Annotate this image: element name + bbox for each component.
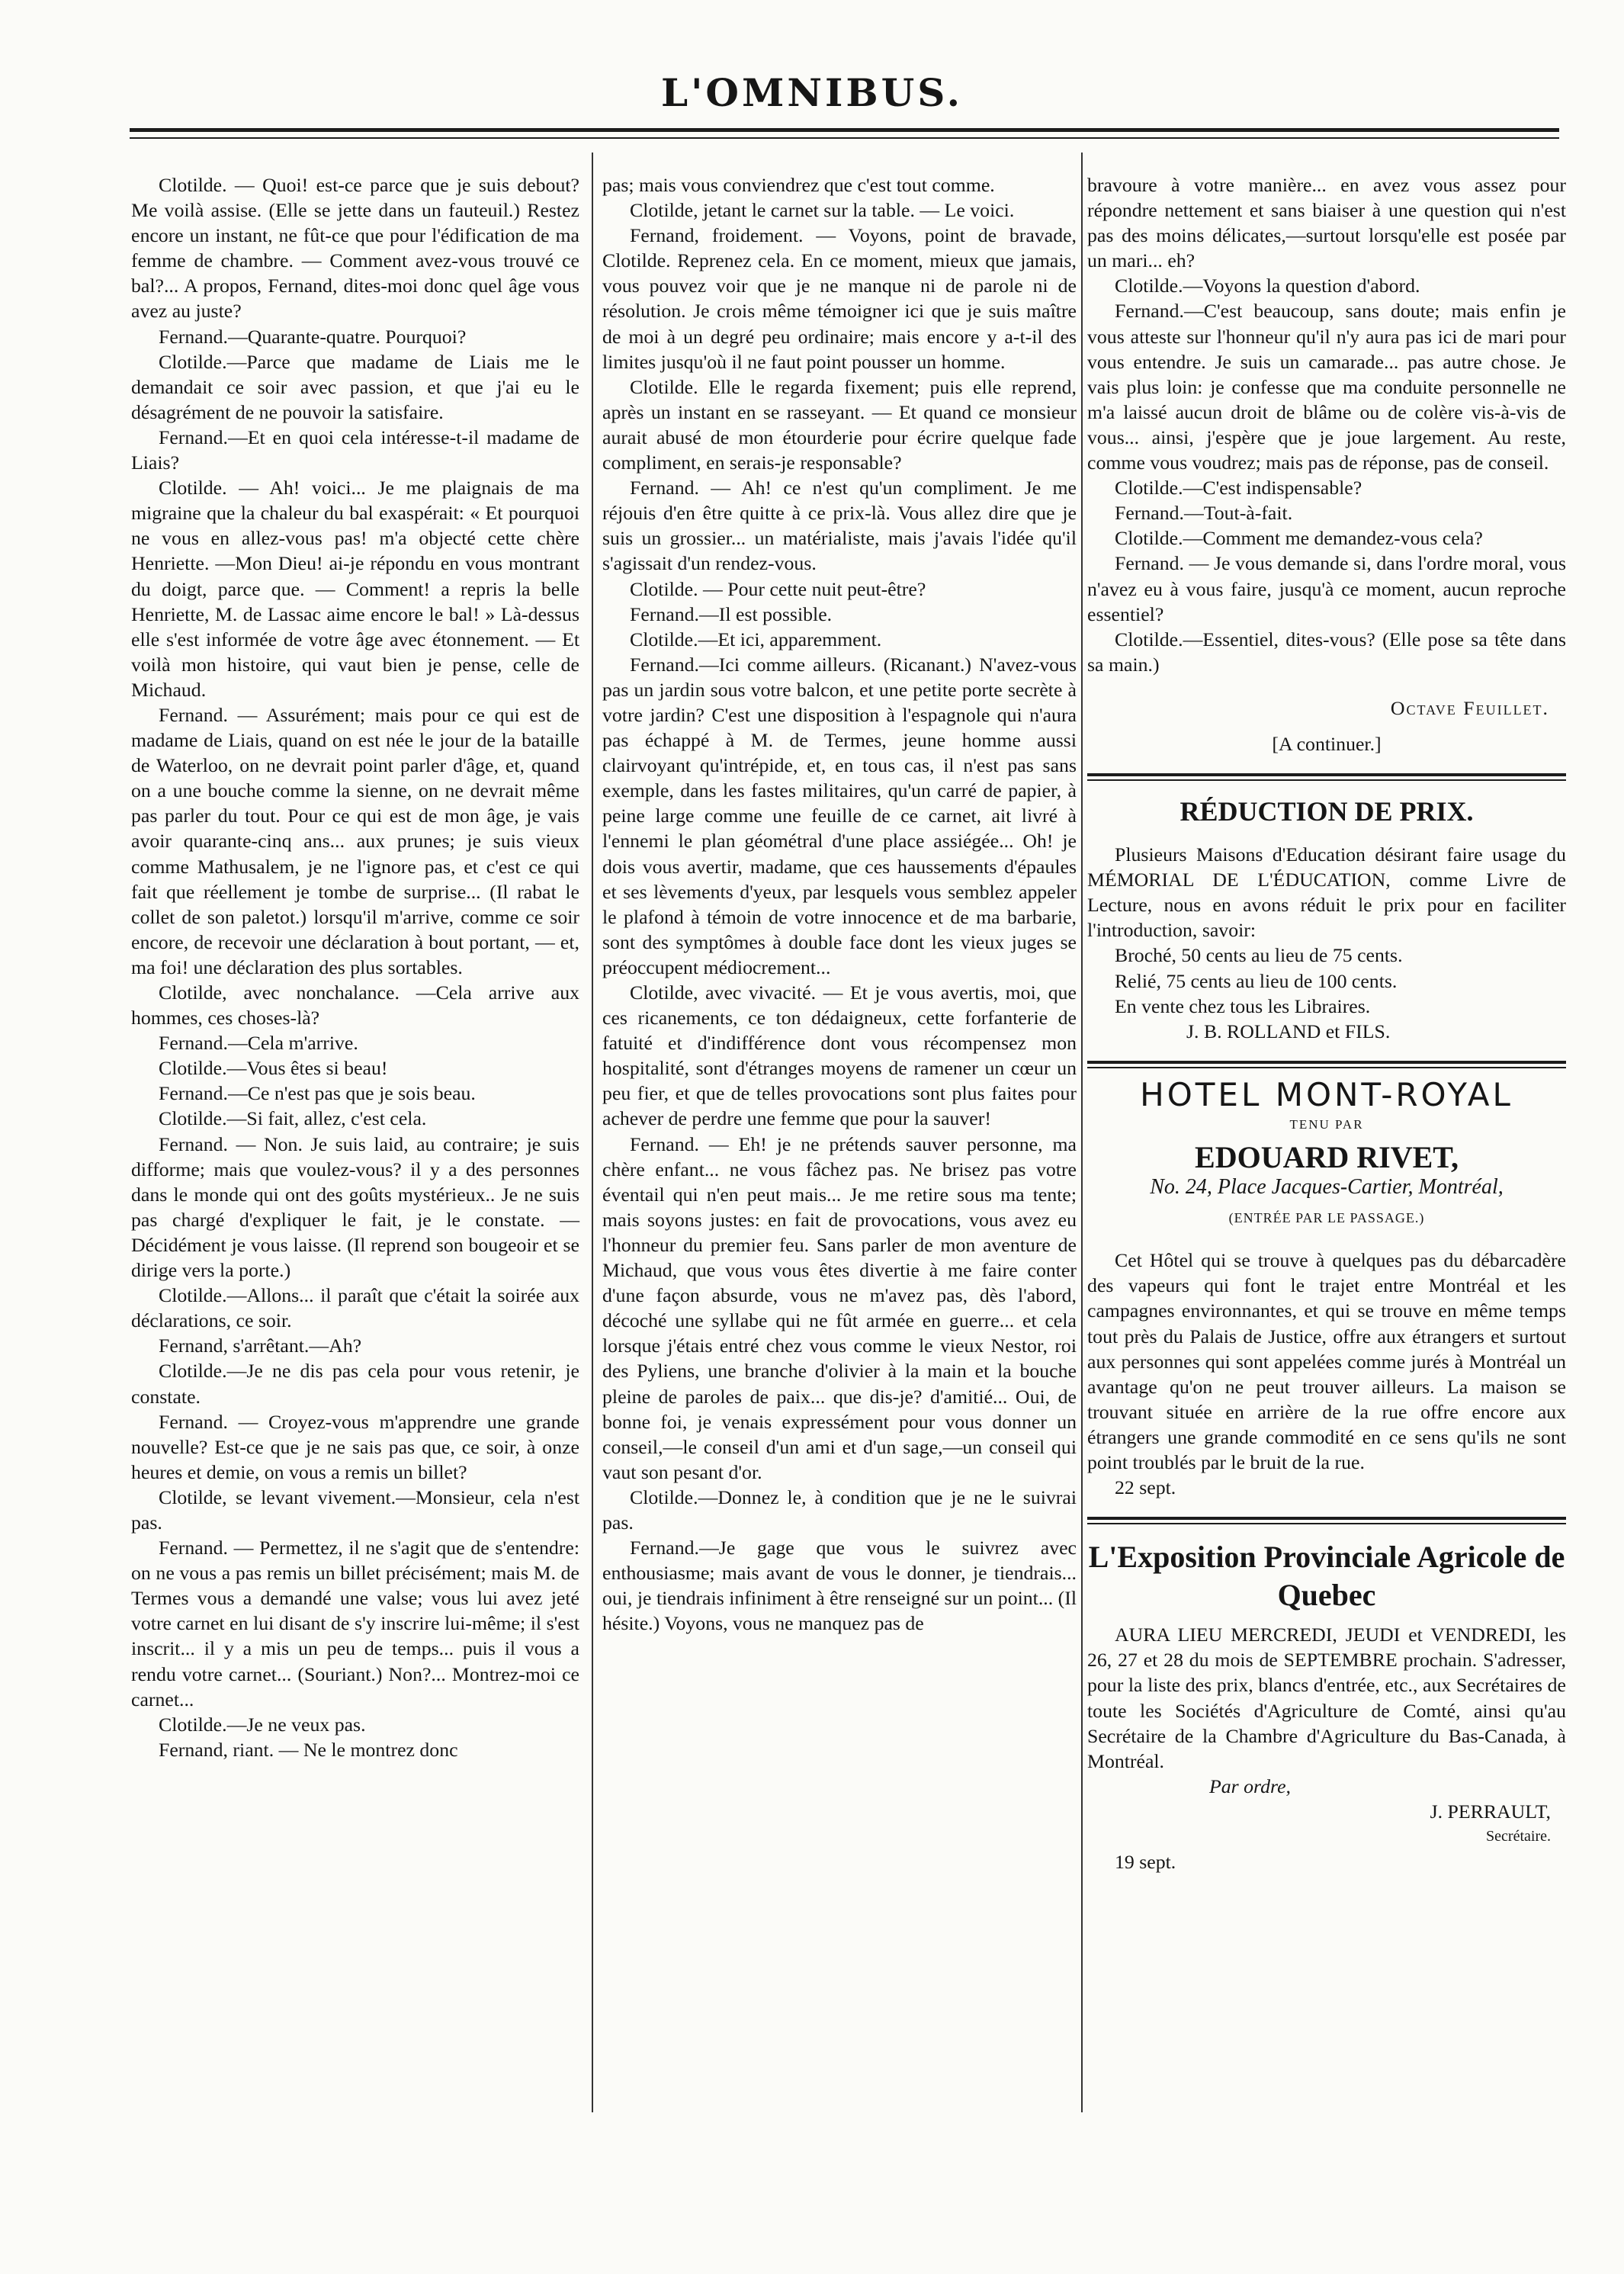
column-2: [602, 172, 1077, 2201]
dialogue-paragraph: Clotilde.—Voyons la question d'abord.: [1115, 275, 1420, 297]
dialogue-paragraph: Clotilde.—C'est indispensable?: [1115, 477, 1362, 499]
advertisement-reduction: [1087, 795, 1566, 1044]
hotel-body: Cet Hôtel qui se trouve à quelques pas du débarcadère des vapeurs qui font le trajet entre Montréal et les campagnes environnantes, et qui se trouve en même temps tout près du Palais de Justice, offre aux étrangers et surtout aux personnes qui sont appelées comme jurés à Montréal un avantage qu'on ne peut trouver ailleurs. La maison se trouvant située en arrière de la rue offre encore aux étrangers une grande commodité en ce sens qu'ils ne sont point troublés par le bruit de la rue.: [1087, 1249, 1566, 1474]
dialogue-paragraph: Clotilde.—Allons... il paraît que c'était la soirée aux déclarations, ce soir.: [131, 1284, 579, 1332]
dialogue-paragraph: Clotilde, avec vivacité. — Et je vous avertis, moi, que ces ricanements, ce ton dédaigneux, cette forfanterie de fatuité et d'indifférence dont vous récompensez mon hospitalité, sont d'étranges moyens de ramener un cœur un peu fier, et que de telles provocations sont plus faites pour achever de perdre une femme que pour la sauver!: [602, 981, 1077, 1130]
header-rule-thin: [130, 137, 1559, 139]
dialogue-paragraph: Clotilde.—Donnez le, à condition que je ne le suivrai pas.: [602, 1485, 1077, 1534]
dialogue-paragraph: Fernand.—Cela m'arrive.: [159, 1032, 358, 1055]
dialogue-paragraph: Fernand.—Et en quoi cela intéresse-t-il madame de Liais?: [131, 426, 579, 474]
dialogue-paragraph: Clotilde, se levant vivement.—Monsieur, cela n'est pas.: [131, 1485, 579, 1534]
continued-note: [A continuer.]: [1272, 732, 1382, 755]
header-rule-thick: [130, 128, 1559, 132]
dialogue-paragraph: Clotilde.—Parce que madame de Liais me le demandait ce soir avec passion, et que j'ai eu le désagrément de ne pouvoir la satisfaire.: [131, 350, 579, 423]
exposition-order: Par ordre,: [1209, 1775, 1292, 1797]
ad-line: Relié, 75 cents au lieu de 100 cents.: [1115, 969, 1398, 992]
ad-rule: [1087, 1523, 1566, 1524]
dialogue-paragraph: Clotilde. Elle le regarda fixement; puis elle reprend, après un instant en se rasseyant. — Et quand ce monsieur aurait abusé de mon étourderie pour écrire quelque fade compliment, en serais-je responsable?: [602, 375, 1077, 474]
ad-title: RÉDUCTION DE PRIX.: [1179, 796, 1474, 827]
dialogue-paragraph: Clotilde. — Quoi! est-ce parce que je suis debout? Me voilà assise. (Elle se jette dans un fauteuil.) Restez encore un instant, ne fût-ce que pour l'édification de ma femme de chambre. — Comment avez-vous trouvé ce bal?... A propos, Fernand, dites-moi donc quel âge vous avez au juste?: [131, 174, 579, 323]
advertisement-exposition: [1087, 1538, 1566, 1874]
column-3: [1087, 172, 1566, 1874]
dialogue-paragraph: Fernand, froidement. — Voyons, point de bravade, Clotilde. Reprenez cela. En ce moment, mieux que jamais, vous pouvez voir que je ne manque ni de parole ni de résolution. Je crois même témoigner ici que je suis maître de moi à un degré peu ordinaire; mais encore y a-t-il des limites jusqu'où il ne faut point pousser un homme.: [602, 224, 1077, 373]
ad-rule: [1087, 1067, 1566, 1068]
dialogue-paragraph: pas; mais vous conviendrez que c'est tout comme.: [602, 174, 995, 196]
dialogue-paragraph: Fernand.—C'est beaucoup, sans doute; mais enfin je vous atteste sur l'honneur qu'il n'y aura pas ici de mari pour vous entendre. Je suis un camarade... pas autre chose. Je vais plus loin: je confesse que ma conduite personnelle ne m'a laissé aucun droit de blâme ou de colère vis-à-vis de vous... ainsi, j'espère que je joue largement. Au reste, comme vous voudrez; mais pas de réponse, pas de conseil.: [1087, 300, 1566, 474]
hotel-title: HOTEL MONT-ROYAL: [1140, 1075, 1513, 1113]
hotel-owner: EDOUARD RIVET,: [1195, 1140, 1459, 1174]
hotel-entry: (ENTRÉE PAR LE PASSAGE.): [1228, 1210, 1425, 1226]
dialogue-paragraph: Fernand.—Ici comme ailleurs. (Ricanant.) N'avez-vous pas un jardin sous votre balcon, et une petite porte secrète à votre jardin? C'est une disposition à l'espagnole qui n'aura pas échappé à M. de Termes, jeune homme aussi clairvoyant qu'intrépide, et, en tous cas, il n'est pas sans exemple, dans les fastes militaires, qu'un carré de papier, à peine large comme une feuille de ce carnet, ait livré à l'ennemi le plan géométral d'une place assiégée... Oh! je dois vous avertir, madame, que ces haussements d'épaules et ses lèvements d'yeux, par lesquels vous semblez appeler le plafond à témoin de votre innocence et de ma barbarie, sont des symptômes à double face dont les vieux juges se préoccupent médiocrement...: [602, 653, 1077, 978]
dialogue-paragraph: Clotilde, avec nonchalance. —Cela arrive aux hommes, ces choses-là?: [131, 981, 579, 1029]
ad-body: Plusieurs Maisons d'Education désirant faire usage du MÉMORIAL DE L'ÉDUCATION, comme Livre de Lecture, nous en avons réduit le prix pour en faciliter l'introduction, savoir:: [1087, 843, 1566, 942]
column-divider-1: [592, 153, 593, 2112]
dialogue-paragraph: Fernand, riant. — Ne le montrez donc: [159, 1738, 458, 1761]
ad-date: 22 sept.: [1115, 1476, 1176, 1499]
column-1: [131, 172, 579, 2201]
ad-rule: [1087, 779, 1566, 781]
newspaper-masthead: L'OMNIBUS.: [660, 70, 964, 115]
ad-line: En vente chez tous les Libraires.: [1115, 994, 1371, 1017]
hotel-address: No. 24, Place Jacques-Cartier, Montréal,: [1150, 1175, 1504, 1200]
exposition-signature: J. PERRAULT,: [1430, 1800, 1551, 1823]
dialogue-paragraph: Fernand. — Permettez, il ne s'agit que de s'entendre: on ne vous a pas remis un billet précisément; mais M. de Termes vous a demandé une valse; vous lui avez jeté votre carnet en lui disant de s'y inscrire lui-même; il s'est inscrit... il y a mis un peu de temps... puis il vous a rendu votre carnet... (Souriant.) Non?... Montrez-moi ce carnet...: [131, 1537, 579, 1710]
dialogue-paragraph: Fernand. — Non. Je suis laid, au contraire; je suis difforme; mais que voulez-vous? il y a des personnes dans le monde qui ont des goûts mystérieux.. Je ne suis pas chargé d'expliquer le fait, je le constate. — Décidément je vous laisse. (Il reprend son bougeoir et se dirige vers la porte.): [131, 1132, 579, 1282]
ad-date: 19 sept.: [1115, 1851, 1176, 1874]
author-signature: Octave Feuillet.: [1390, 696, 1549, 719]
dialogue-paragraph: Clotilde.—Vous êtes si beau!: [159, 1057, 388, 1080]
dialogue-paragraph: bravoure à votre manière... en avez vous assez pour répondre nettement et sans biaiser à une question qui n'est pas des moins délicates,—surtout lorsqu'elle est posée par un mari... eh?: [1087, 174, 1566, 272]
dialogue-paragraph: Fernand.—Je gage que vous le suivrez avec enthousiasme; mais avant de vous le donner, je tiendrais... oui, je tiendrais infiniment à être renseigné sur un point... (Il hésite.) Voyons, vous ne manquez pas de: [602, 1537, 1077, 1635]
dialogue-paragraph: Clotilde, jetant le carnet sur la table. — Le voici.: [630, 199, 1015, 222]
dialogue-paragraph: Fernand. — Croyez-vous m'apprendre une grande nouvelle? Est-ce que je ne sais pas que, ce soir, à onze heures et demie, on vous a remis un billet?: [131, 1410, 579, 1483]
dialogue-paragraph: Clotilde.—Comment me demandez-vous cela?: [1115, 527, 1483, 550]
ad-rule: [1087, 773, 1566, 776]
dialogue-paragraph: Fernand.—Il est possible.: [630, 602, 833, 625]
hotel-tenu: TENU PAR: [1289, 1116, 1364, 1132]
ad-signature: J. B. ROLLAND et FILS.: [1186, 1020, 1391, 1042]
dialogue-paragraph: Fernand. — Assurément; mais pour ce qui est de madame de Liais, quand on est née le jour de la bataille de Waterloo, on ne devrait point parler d'âge, et, quand on a une bouche comme la sienne, on ne devrait même pas parler du tout. Pour ce qui est de mon âge, je vais avoir quarante-cinq ans... aux prunes; je suis vieux comme Mathusalem, je ne l'ignore pas, et c'est ce qui fait que réellement je tombe de surprise... (Il rabat le collet de son paletot.) lorsqu'il m'arrive, comme ce soir encore, de recevoir une déclaration à bout portant, — et, ma foi! une déclaration des plus sortables.: [131, 703, 579, 978]
dialogue-paragraph: Fernand. — Ah! ce n'est qu'un compliment. Je me réjouis d'en être quitte à ce prix-là. Vous allez dire que je suis un grossier... un matérialiste, mais j'avais l'idée qu'il s'agissait d'un rendez-vous.: [602, 477, 1077, 575]
dialogue-paragraph: Clotilde.—Je ne dis pas cela pour vous retenir, je constate.: [131, 1360, 579, 1408]
advertisement-hotel: [1087, 1075, 1566, 1500]
dialogue-paragraph: Fernand.—Ce n'est pas que je sois beau.: [159, 1082, 476, 1105]
ad-rule: [1087, 1061, 1566, 1064]
exposition-body: AURA LIEU MERCREDI, JEUDI et VENDREDI, les 26, 27 et 28 du mois de SEPTEMBRE prochain. S'adresser, pour la liste des prix, blancs d'entrée, etc., aux Secrétaires de toute les Sociétés d'Agriculture de Comté, ainsi qu'au Secrétaire de la Chambre d'Agriculture du Bas-Canada, à Montréal.: [1087, 1624, 1566, 1772]
dialogue-paragraph: Clotilde.—Et ici, apparemment.: [630, 628, 882, 650]
exposition-role: Secrétaire.: [1486, 1827, 1551, 1845]
column-divider-2: [1081, 153, 1083, 2112]
dialogue-paragraph: Clotilde. — Pour cette nuit peut-être?: [630, 577, 926, 600]
dialogue-paragraph: Fernand. — Je vous demande si, dans l'ordre moral, vous n'avez eu à vous faire, jusqu'à ce moment, aucun reproche essentiel?: [1087, 552, 1566, 625]
ad-rule: [1087, 1517, 1566, 1520]
dialogue-paragraph: Fernand.—Tout-à-fait.: [1115, 502, 1293, 525]
dialogue-paragraph: Clotilde.—Si fait, allez, c'est cela.: [159, 1107, 427, 1130]
ad-line: Broché, 50 cents au lieu de 75 cents.: [1115, 944, 1403, 967]
dialogue-paragraph: Fernand.—Quarante-quatre. Pourquoi?: [159, 325, 467, 348]
dialogue-paragraph: Clotilde.—Je ne veux pas.: [159, 1713, 366, 1736]
dialogue-paragraph: Fernand, s'arrêtant.—Ah?: [159, 1335, 362, 1357]
dialogue-paragraph: Fernand. — Eh! je ne prétends sauver personne, ma chère enfant... ne vous fâchez pas. Ne brisez pas votre éventail qui n'en peut mais... Je me retire sous ma tente; mais soyons justes: en fait de provocations, vous avez eu l'honneur du premier feu. Sans parler de mon aventure de Michaud, que vous vous êtes divertie à me faire conter d'une façon absurde, vous ne m'avez pas, dès l'abord, décoché une syllabe qui ne fût armée en guerre... et cela lorsque j'étais entré chez vous comme le vieux Nestor, roi des Pyliens, une branche d'olivier à la main et la bouche pleine de paroles de paix... que dis-je? d'amitié... Oui, de bonne foi, je venais expressément pour vous donner un conseil,—le conseil d'un ami et d'un sage,—un conseil qui vaut son pesant d'or.: [602, 1132, 1077, 1483]
dialogue-paragraph: Clotilde.—Essentiel, dites-vous? (Elle pose sa tête dans sa main.): [1087, 628, 1566, 676]
dialogue-paragraph: Clotilde. — Ah! voici... Je me plaignais de ma migraine que la chaleur du bal exaspérait: « Et pourquoi ne vous en allez-vous pas! m'a objecté cette chère Henriette. —Mon Dieu! ai-je répondu en vous montrant du doigt, parce que. — Comment! a repris la belle Henriette, M. de Lassac aime encore le bal! » Là-dessus elle s'est informée de votre âge avec étonnement. — Et voilà mon histoire, qui vaut bien je pense, celle de Michaud.: [131, 477, 579, 701]
exposition-title: L'Exposition Provinciale Agricole de Quebec: [1088, 1540, 1565, 1613]
